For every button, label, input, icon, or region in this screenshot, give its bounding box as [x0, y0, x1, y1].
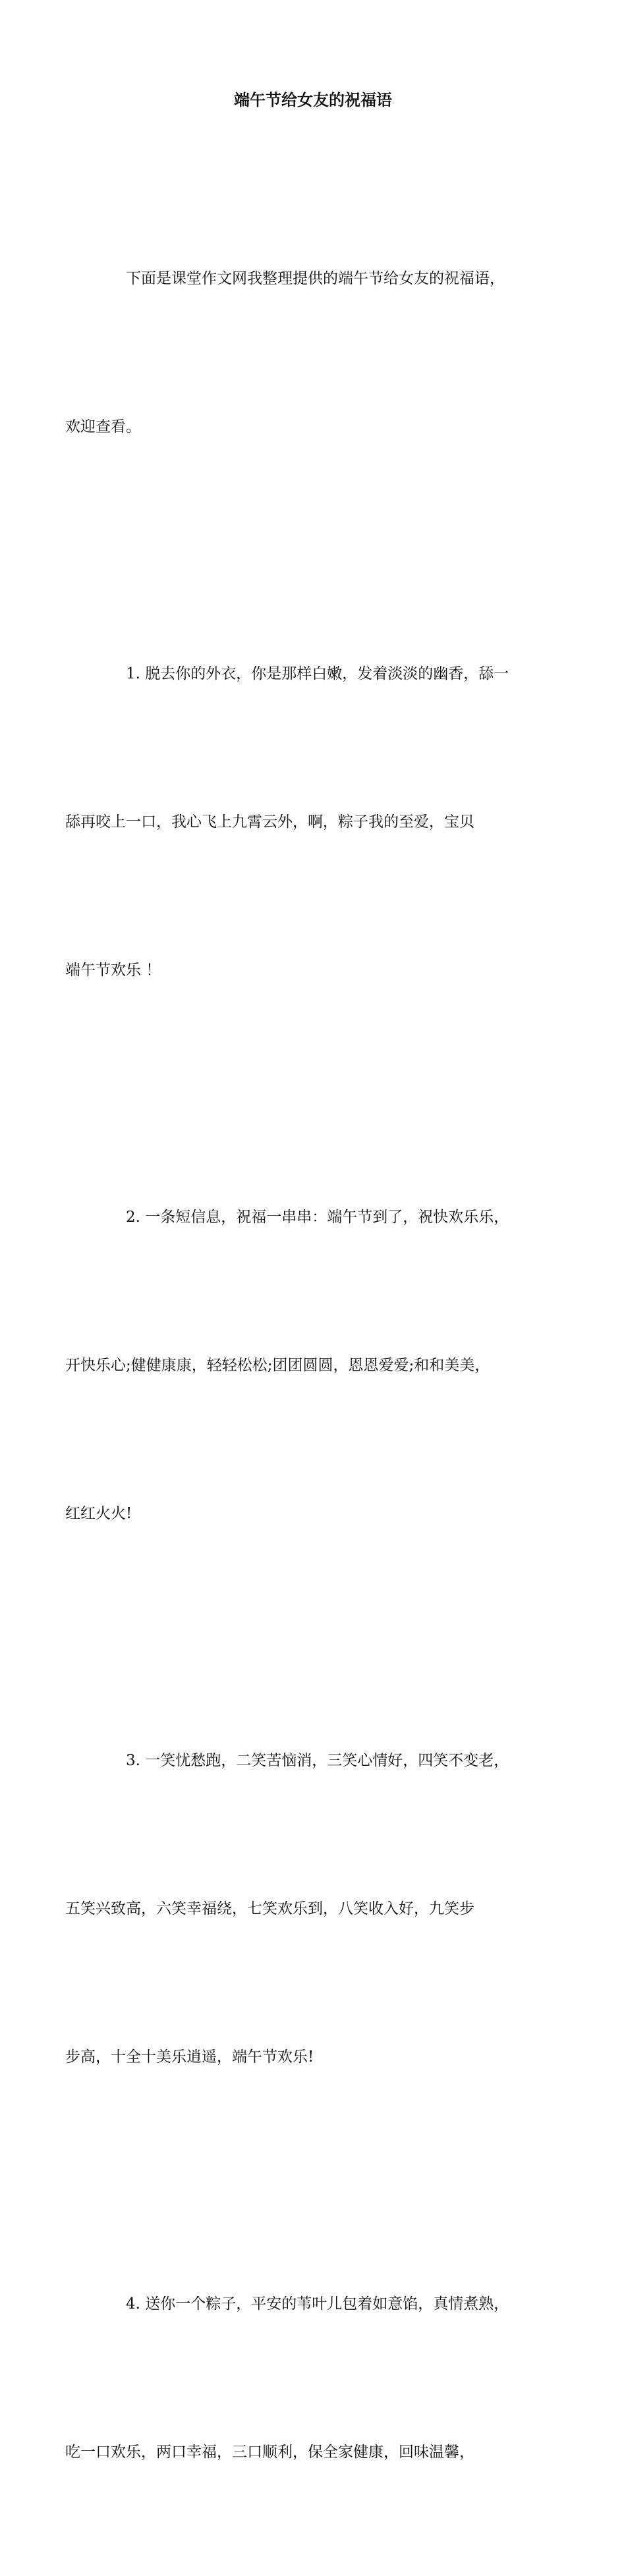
paragraph-line: 吃一口欢乐，两口幸福，三口顺利，保全家健康，回味温馨，: [65, 2444, 474, 2461]
paragraph-item-4: [65, 2181, 550, 2576]
paragraph-item-1: [65, 551, 550, 1094]
paragraph-item-2: [65, 1094, 550, 1637]
document-body: [65, 155, 550, 2576]
paragraph-intro: [65, 155, 550, 551]
paragraph-line: 下面是课堂作文网我整理提供的端午节给女友的祝福语，: [126, 270, 505, 287]
document-title: 端午节给女友的祝福语: [234, 90, 392, 109]
paragraph-line: 3. 一笑忧愁跑，二笑苦恼消，三笑心情好，四笑不变老，: [126, 1752, 509, 1769]
paragraph-line: 步高，十全十美乐逍遥，端午节欢乐!: [65, 2048, 314, 2066]
paragraph-item-3: [65, 1637, 550, 2181]
paragraph-line: 舔再咬上一口，我心飞上九霄云外，啊，粽子我的至爱，宝贝: [65, 813, 474, 831]
paragraph-line: 端午节欢乐 ！: [65, 962, 161, 979]
paragraph-line: 红红火火!: [65, 1505, 132, 1522]
paragraph-line: 2. 一条短信息，祝福一串串：端午节到了，祝快欢乐乐，: [126, 1209, 509, 1226]
paragraph-line: 五笑兴致高，六笑幸福绕，七笑欢乐到，八笑收入好，九笑步: [65, 1900, 474, 1917]
paragraph-line: 欢迎查看。: [65, 418, 141, 435]
paragraph-line: 4. 送你一个粽子，平安的苇叶儿包着如意馅，真情煮熟，: [126, 2295, 509, 2313]
paragraph-line: 开快乐心;健健康康，轻轻松松;团团圆圆，恩恩爱爱;和和美美，: [65, 1357, 490, 1374]
paragraph-line: 1. 脱去你的外衣，你是那样白嫩，发着淡淡的幽香，舔一: [126, 665, 509, 682]
